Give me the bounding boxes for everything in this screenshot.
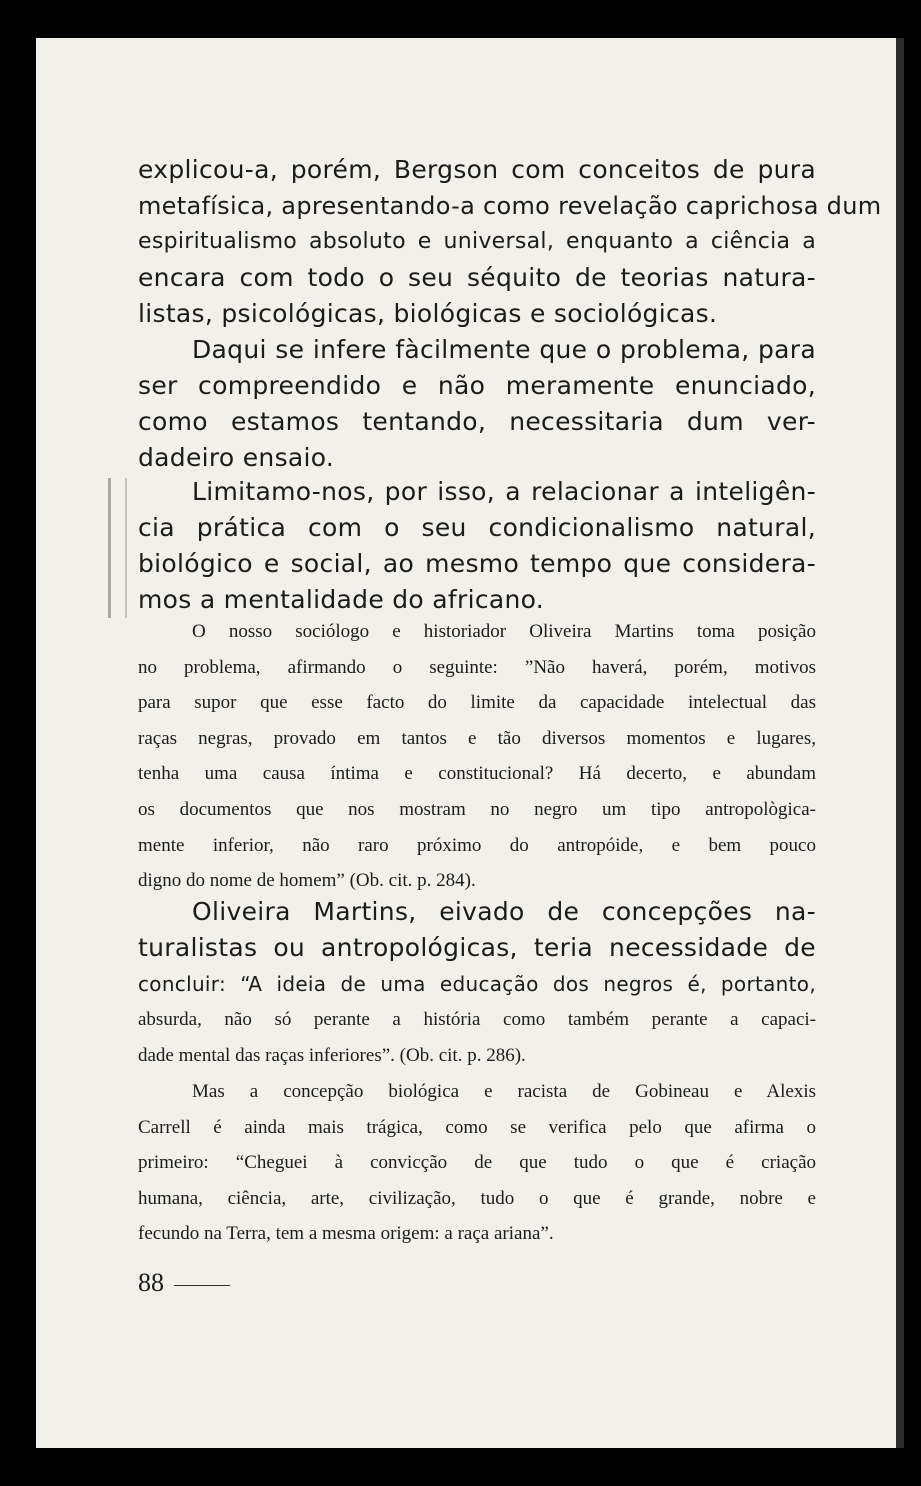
text-line: no problema, afirmando o seguinte: ”Não haverá, porém, motivos (138, 656, 816, 678)
margin-ink-mark (108, 478, 127, 618)
text-line: humana, ciência, arte, civilização, tudo o que é grande, nobre e (138, 1187, 816, 1209)
text-line: cia prática com o seu condicionalismo natural, (138, 513, 816, 542)
text-line: explicou-a, porém, Bergson com conceitos de pura (138, 155, 816, 184)
text-line: dade mental das raças inferiores”. (Ob. cit. p. 286). (138, 1044, 526, 1066)
text-line: listas, psicológicas, biológicas e sociológicas. (138, 299, 718, 328)
text-line: para supor que esse facto do limite da capacidade intelectual das (138, 692, 816, 714)
text-line: Mas a concepção biológica e racista de Gobineau e Alexis (192, 1081, 816, 1102)
paragraph-3 (138, 474, 816, 618)
text-line: primeiro: “Cheguei à convicção de que tudo o que é criação (138, 1152, 816, 1174)
text-line: tenha uma causa íntima e constitucional? Há decerto, e abundam (138, 763, 816, 785)
text-line: dadeiro ensaio. (138, 443, 335, 472)
paragraph-1 (138, 152, 882, 332)
text-line: Carrell é ainda mais trágica, como se verifica pelo que afirma o (138, 1116, 816, 1138)
page-number-value: 88 (138, 1268, 164, 1297)
text-line: concluir: “A ideia de uma educação dos negros é, portanto, (138, 972, 816, 996)
paragraph-5 (138, 894, 816, 1073)
text-line: ser compreendido e não meramente enunciado, (138, 371, 816, 400)
text-line: mente inferior, não raro próximo do antropóide, e bem pouco (138, 834, 816, 856)
text-line: espiritualismo absoluto e universal, enquanto a ciência a (138, 229, 816, 254)
text-line: digno do nome de homem” (Ob. cit. p. 284). (138, 870, 476, 892)
text-line: Oliveira Martins, eivado de concepções na- (192, 897, 816, 926)
text-line: Daqui se infere fàcilmente que o problema, para (192, 335, 816, 364)
text-line: biológico e social, ao mesmo tempo que considera- (138, 549, 816, 578)
text-line: turalistas ou antropológicas, teria necessidade de (138, 933, 816, 962)
text-line: O nosso sociólogo e historiador Oliveira Martins toma posição (192, 621, 816, 642)
text-line: metafísica, apresentando-a como revelação caprichosa dum (138, 192, 882, 220)
page-number-dash (174, 1285, 230, 1286)
paragraph-6 (138, 1074, 816, 1252)
text-line: encara com todo o seu séquito de teorias natura- (138, 263, 816, 292)
page-number (138, 1268, 230, 1298)
text-line: absurda, não só perante a história como também perante a capaci- (138, 1009, 816, 1030)
book-spine-edge (896, 38, 904, 1448)
text-line: mos a mentalidade do africano. (138, 585, 545, 614)
paragraph-2 (138, 332, 816, 476)
paragraph-4 (138, 614, 816, 899)
text-line: como estamos tentando, necessitaria dum ver- (138, 407, 816, 436)
text-line: raças negras, provado em tantos e tão diversos momentos e lugares, (138, 727, 816, 749)
text-line: fecundo na Terra, tem a mesma origem: a raça ariana”. (138, 1223, 554, 1245)
text-line: Limitamo-nos, por isso, a relacionar a inteligên- (192, 477, 816, 506)
text-line: os documentos que nos mostram no negro um tipo antropològica- (138, 798, 816, 820)
